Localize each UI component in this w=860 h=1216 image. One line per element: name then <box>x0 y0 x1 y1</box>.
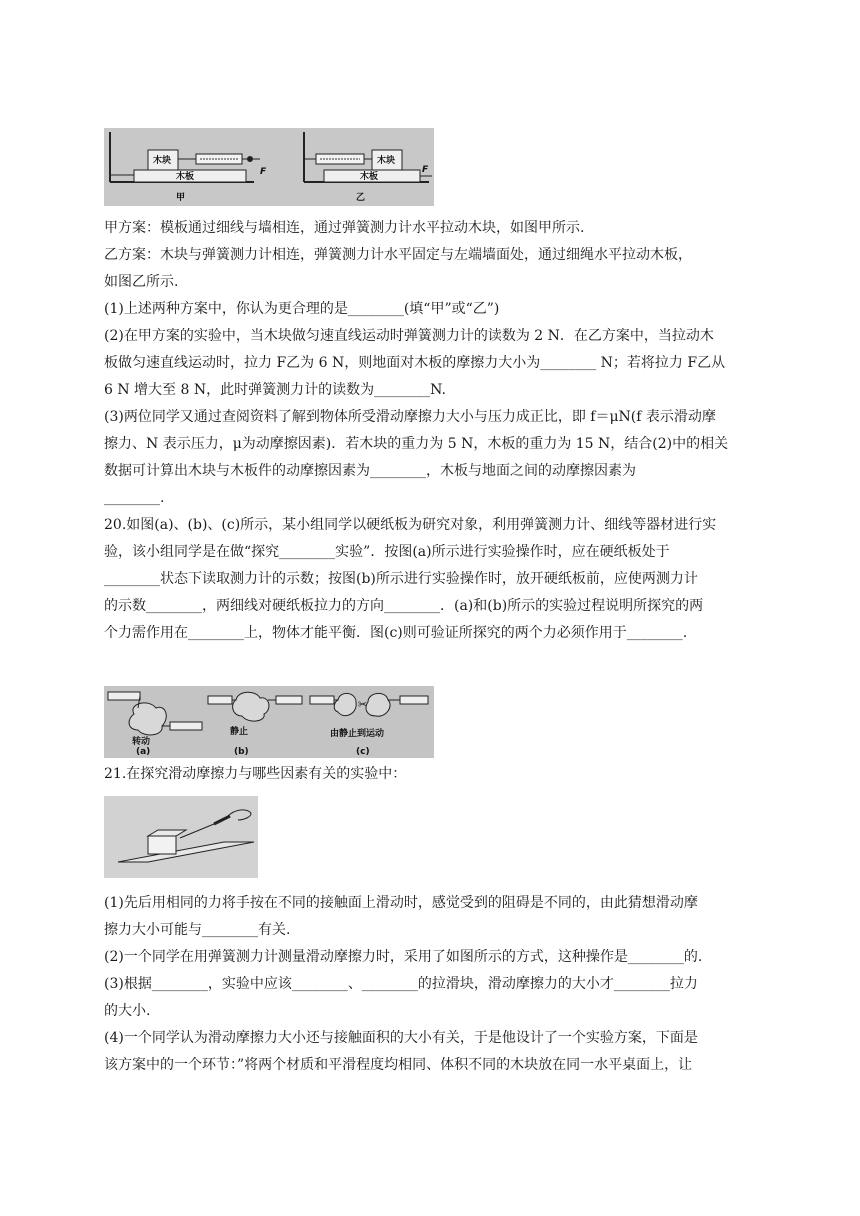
text-line-16: 个力需作用在________上，物体才能平衡．图(c)则可验证所探究的两个力必须作用于________. <box>104 625 688 641</box>
text-line-3: 如图乙所示. <box>104 274 179 290</box>
caption-c: (c) <box>356 747 370 757</box>
text-line-17: 21.在探究滑动摩擦力与哪些因素有关的实验中： <box>104 766 407 782</box>
text-line-19: 擦力大小可能与________有关. <box>104 922 291 938</box>
text-line-8: (3)两位同学又通过查阅资料了解到物体所受滑动摩擦力大小与压力成正比，即 f＝μN(f 表示滑动摩 <box>104 409 716 425</box>
state-a-label: 转动 <box>132 737 151 747</box>
text-line-15: 的示数________，两细线对硬纸板拉力的方向________．(a)和(b)所示的实验过程说明所探究的两 <box>104 598 704 614</box>
text-line-6: 板做匀速直线运动时，拉力 F乙为 6 N，则地面对木板的摩擦力大小为________ N；若将拉力 F乙从 <box>104 355 726 371</box>
text-line-22: 的大小. <box>104 1003 151 1019</box>
caption-b: (b) <box>234 747 249 757</box>
state-b-label: 静止 <box>230 727 249 737</box>
caption-jia: 甲 <box>176 193 186 203</box>
text-line-5: (2)在甲方案的实验中，当木块做匀速直线运动时弹簧测力计的读数为 2 N．在乙方案中，当拉动木 <box>104 328 714 344</box>
text-line-23: (4)一个同学认为滑动摩擦力大小还与接触面积的大小有关，于是他设计了一个实验方案，下面是 <box>104 1030 698 1046</box>
friction-setup-figure <box>104 128 434 206</box>
text-line-18: (1)先后用相同的力将手按在不同的接触面上滑动时，感觉受到的阻碍是不同的，由此猜想滑动摩 <box>104 895 698 911</box>
text-line-2: 乙方案：木块与弹簧测力计相连，弹簧测力计水平固定与左端墙面处，通过细绳水平拉动木板， <box>104 247 692 263</box>
board-label-a: 木板 <box>176 172 195 182</box>
text-line-11: ________. <box>104 490 165 506</box>
text-line-9: 擦力、N 表示压力，μ为动摩擦因素)．若木块的重力为 5 N，木板的重力为 15 N，结合(2)中的相关 <box>104 436 729 452</box>
text-line-12: 20.如图(a)、(b)、(c)所示，某小组同学以硬纸板为研究对象，利用弹簧测力计、细线等器材进行实 <box>104 517 717 533</box>
cardboard-balance-figure <box>104 686 434 758</box>
text-line-21: (3)根据________，实验中应该________、________的拉滑块，滑动摩擦力的大小才________拉力 <box>104 976 698 992</box>
text-line-24: 该方案中的一个环节：”将两个材质和平滑程度均相同、体积不同的木块放在同一水平桌面上，让 <box>104 1057 693 1073</box>
text-line-10: 数据可计算出木块与木板件的动摩擦因素为________，木板与地面之间的动摩擦因素为 <box>104 463 636 479</box>
board-label-b: 木板 <box>360 172 379 182</box>
caption-a: (a) <box>136 747 151 757</box>
caption-yi: 乙 <box>356 193 366 203</box>
force-label-a: F <box>260 167 267 177</box>
text-line-1: 甲方案：模板通过细线与墙相连，通过弹簧测力计水平拉动木块，如图甲所示. <box>104 220 585 236</box>
text-line-7: 6 N 增大至 8 N，此时弹簧测力计的读数为________N. <box>104 382 446 398</box>
text-line-20: (2)一个同学在用弹簧测力计测量滑动摩擦力时，采用了如图所示的方式，这种操作是________的. <box>104 949 703 965</box>
text-line-4: (1)上述两种方案中，你认为更合理的是________(填“甲”或“乙”) <box>104 301 500 317</box>
spring-scale-pull-figure <box>104 796 258 878</box>
block-label-a: 木块 <box>153 156 172 166</box>
svg-text:✂: ✂ <box>358 698 368 711</box>
force-label-b: F <box>422 165 429 175</box>
block-label-b: 木块 <box>377 156 396 166</box>
text-line-14: ________状态下读取测力计的示数；按图(b)所示进行实验操作时，放开硬纸板前，应使两测力计 <box>104 571 698 587</box>
state-c-label: 由静止到运动 <box>330 729 385 739</box>
text-line-13: 验，该小组同学是在做“探究________实验”．按图(a)所示进行实验操作时，应在硬纸板处于 <box>104 544 670 560</box>
